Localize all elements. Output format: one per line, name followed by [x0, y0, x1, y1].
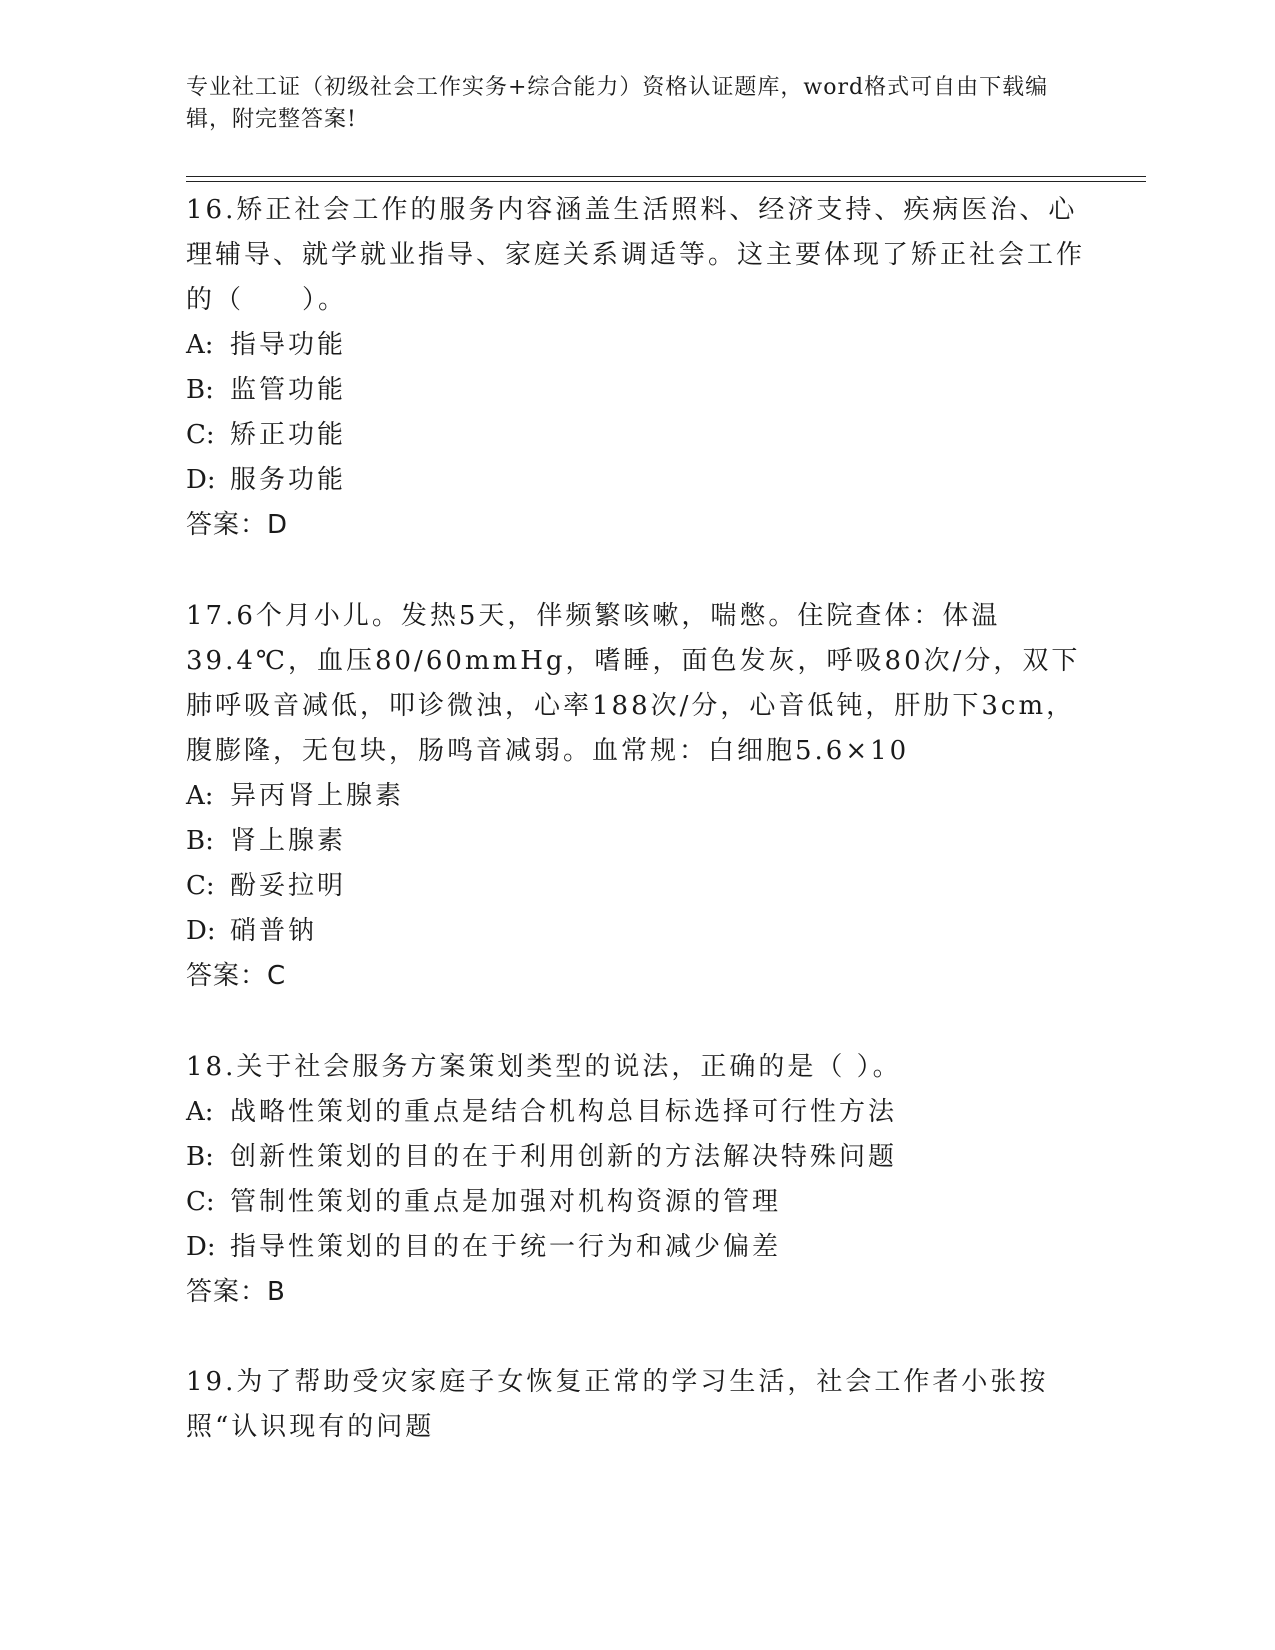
option-key: C: — [186, 1187, 215, 1217]
option-a — [186, 1090, 1086, 1135]
option-text: 监管功能 — [230, 375, 347, 405]
option-b — [186, 1135, 1086, 1180]
option-d — [186, 909, 1086, 954]
option-key: A: — [186, 1097, 214, 1127]
question-stem: 19.为了帮助受灾家庭子女恢复正常的学习生活，社会工作者小张按照“认识现有的问题 — [186, 1367, 1049, 1442]
answer-line: 答案：D — [186, 510, 289, 540]
question-17 — [186, 594, 1086, 999]
question-19 — [186, 1360, 1086, 1450]
option-key: A: — [186, 330, 214, 360]
option-text: 酚妥拉明 — [230, 871, 347, 901]
header-divider-bottom — [186, 181, 1146, 182]
option-d — [186, 458, 1086, 503]
document-header: 专业社工证（初级社会工作实务+综合能力）资格认证题库，word格式可自由下载编辑，附完整答案! — [186, 75, 1049, 132]
option-key: B: — [186, 826, 214, 856]
option-b — [186, 819, 1086, 864]
option-key: D: — [186, 465, 216, 495]
answer-line: 答案：C — [186, 961, 287, 991]
question-stem: 18.关于社会服务方案策划类型的说法，正确的是（ ）。 — [186, 1052, 902, 1082]
option-c — [186, 1180, 1086, 1225]
option-a — [186, 323, 1086, 368]
header-divider-top — [186, 176, 1146, 177]
option-b — [186, 368, 1086, 413]
option-text: 服务功能 — [230, 465, 347, 495]
option-key: A: — [186, 781, 214, 811]
option-text: 创新性策划的目的在于利用创新的方法解决特殊问题 — [230, 1142, 898, 1172]
option-text: 肾上腺素 — [230, 826, 347, 856]
question-18 — [186, 1045, 1086, 1315]
option-key: B: — [186, 1142, 214, 1172]
option-d — [186, 1225, 1086, 1270]
answer-line: 答案：B — [186, 1277, 286, 1307]
option-a — [186, 774, 1086, 819]
option-key: C: — [186, 871, 215, 901]
option-key: D: — [186, 1232, 216, 1262]
option-text: 硝普钠 — [230, 916, 318, 946]
question-stem: 16.矫正社会工作的服务内容涵盖生活照料、经济支持、疾病医治、心理辅导、就学就业指导、家庭关系调适等。这主要体现了矫正社会工作的（ ）。 — [186, 195, 1086, 315]
option-c — [186, 864, 1086, 909]
option-text: 战略性策划的重点是结合机构总目标选择可行性方法 — [230, 1097, 898, 1127]
option-c — [186, 413, 1086, 458]
question-stem: 17.6个月小儿。发热5天，伴频繁咳嗽，喘憋。住院查体：体温39.4℃，血压80/60mmHg，嗜睡，面色发灰，呼吸80次/分，双下肺呼吸音减低，叩诊微浊，心率188次/分，心音低钝，肝肋下3cm，腹膨隆，无包块，肠鸣音减弱。血常规：白细胞5.6×10 — [186, 601, 1081, 766]
option-key: B: — [186, 375, 214, 405]
option-text: 管制性策划的重点是加强对机构资源的管理 — [230, 1187, 782, 1217]
option-text: 指导性策划的目的在于统一行为和减少偏差 — [230, 1232, 782, 1262]
option-key: D: — [186, 916, 216, 946]
option-text: 异丙肾上腺素 — [230, 781, 405, 811]
option-text: 矫正功能 — [230, 420, 347, 450]
option-text: 指导功能 — [230, 330, 347, 360]
question-16 — [186, 188, 1086, 548]
option-key: C: — [186, 420, 215, 450]
